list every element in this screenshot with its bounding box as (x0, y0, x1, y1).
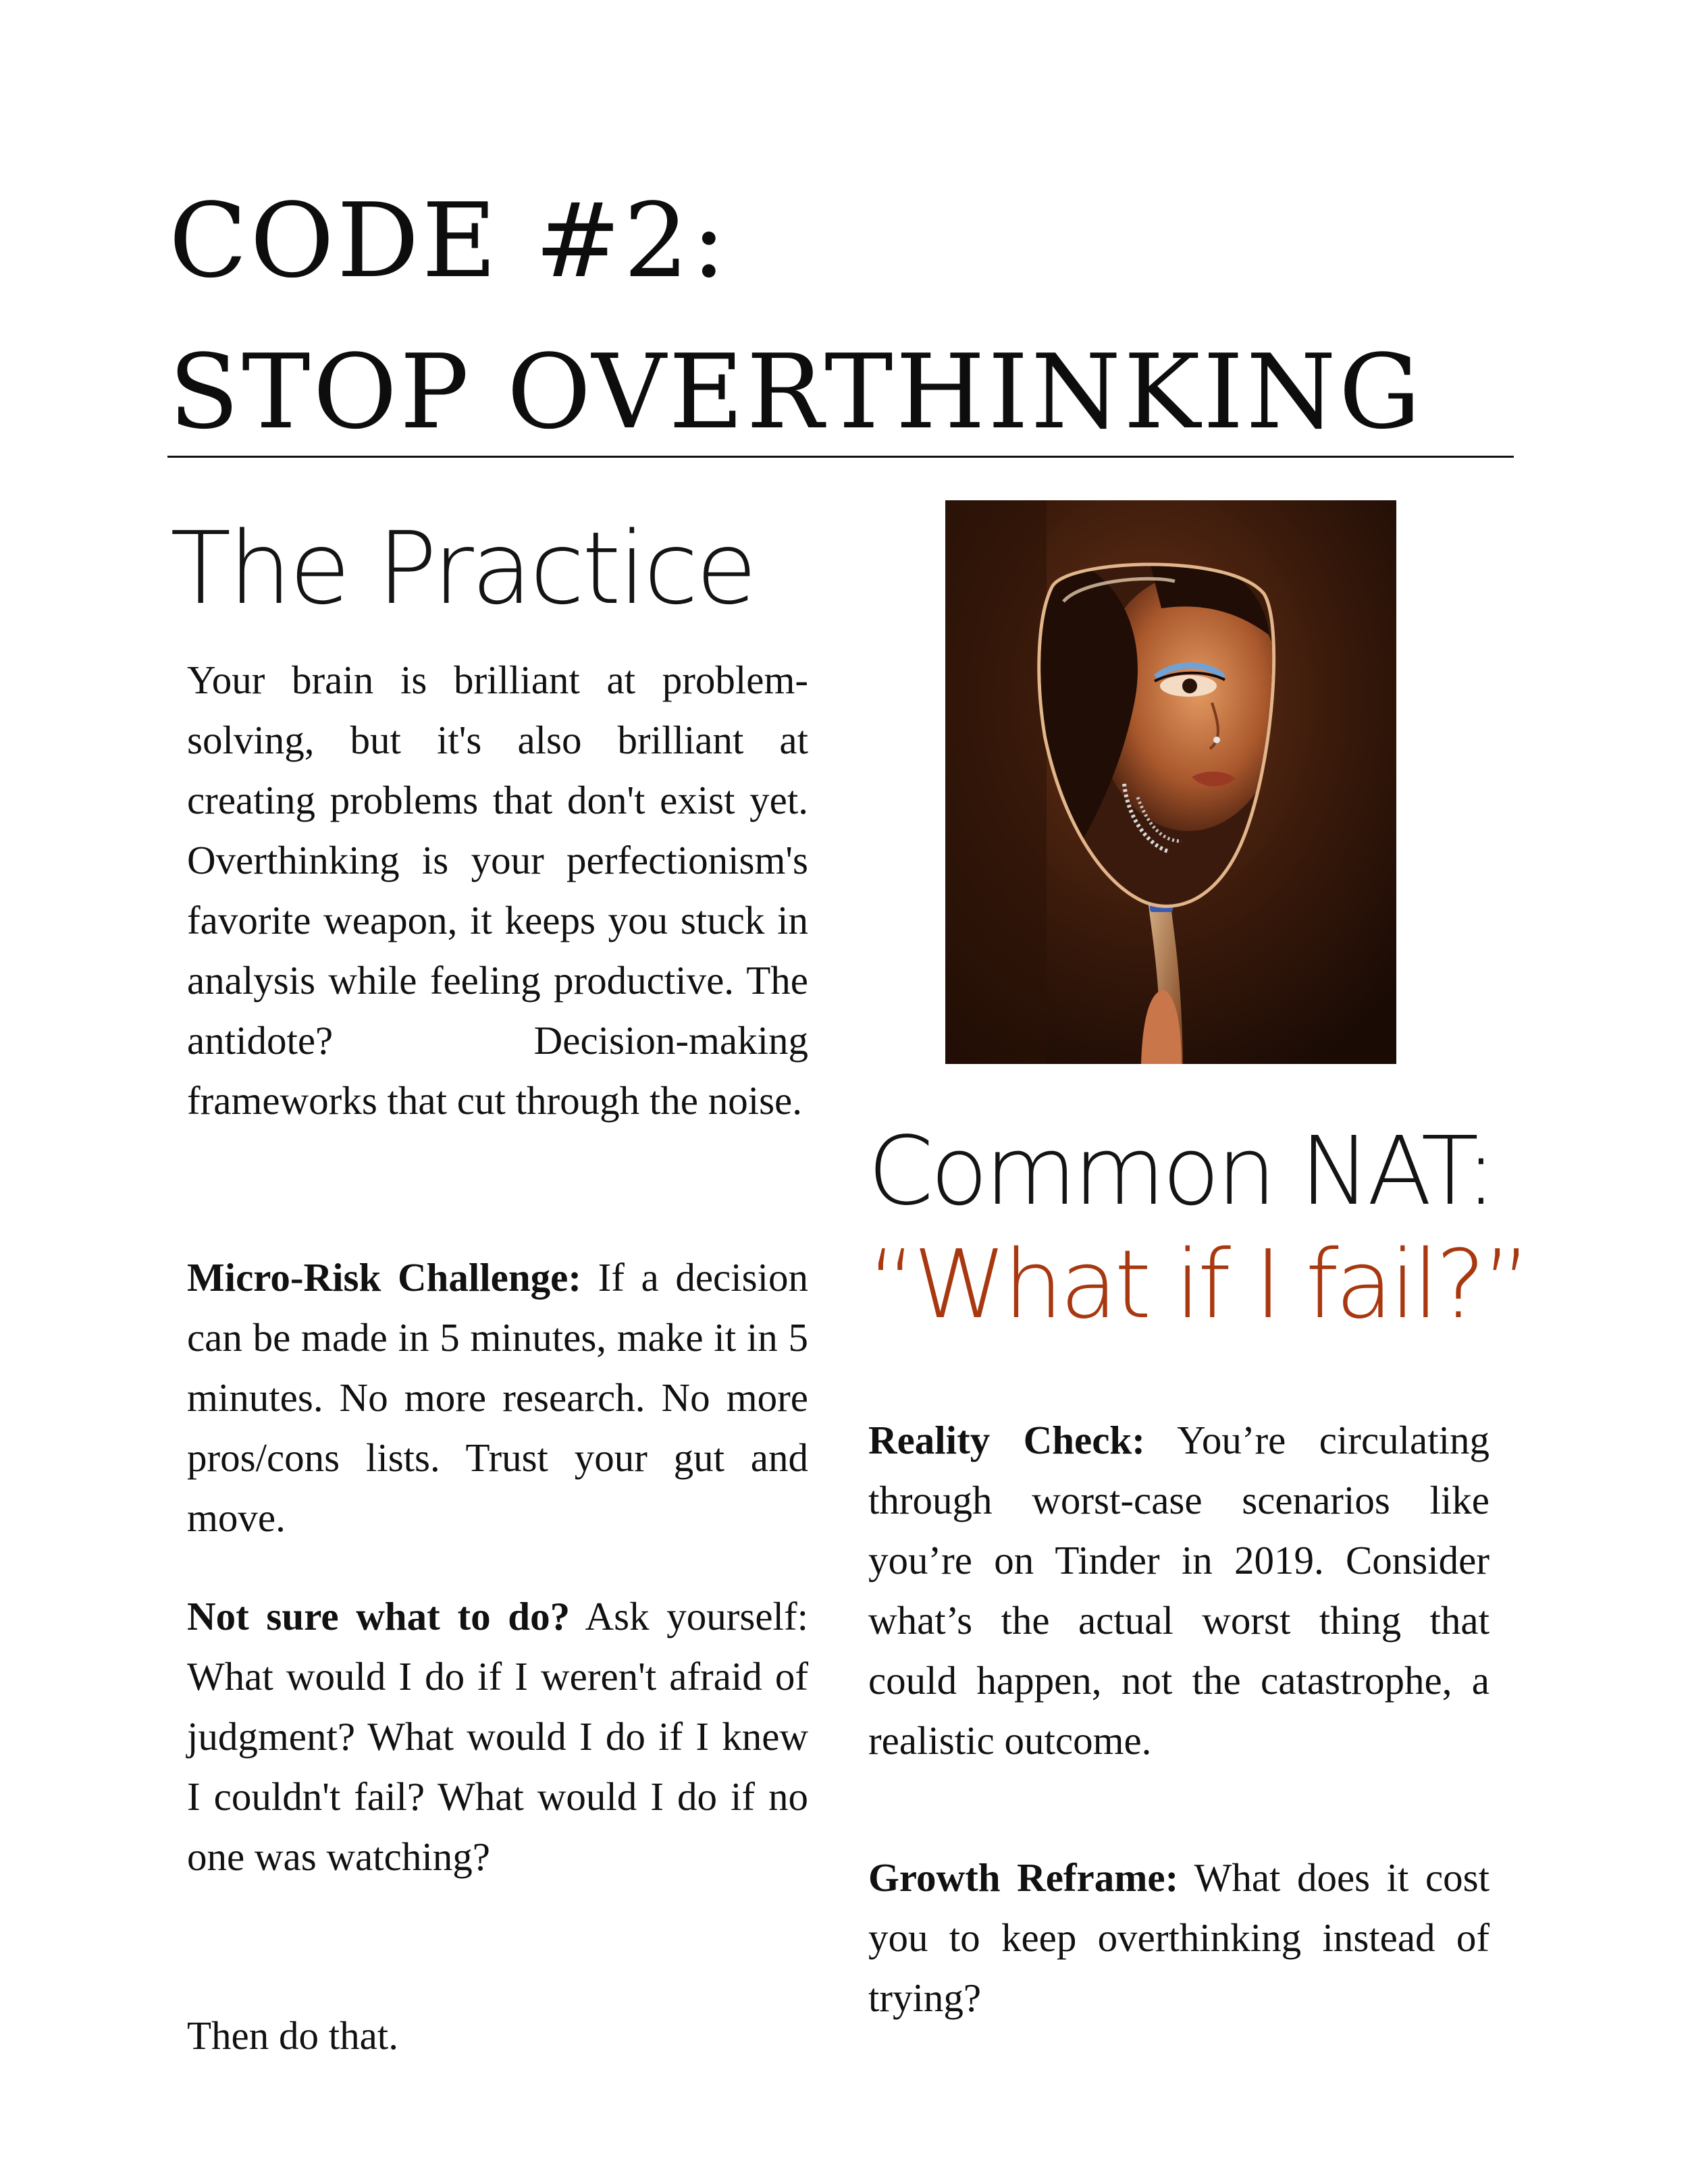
not-sure-label: Not sure what to do? (187, 1594, 571, 1639)
nat-heading (868, 1115, 1528, 1342)
photo-block (945, 500, 1396, 1064)
nat-heading-line-1: Common NAT: (868, 1117, 1494, 1227)
woman-in-hand-mirror-photo (945, 500, 1396, 1064)
title-line-1: CODE #2: (169, 181, 729, 300)
not-sure-text: Ask yourself: What would I do if I weren't afraid of judgment? What would I do if I knew I couldn't fail? What would I do if no one was watching? (187, 1594, 808, 1879)
micro-risk-label: Micro-Risk Challenge: (187, 1255, 581, 1300)
page-title (169, 165, 1423, 468)
closing-text: Then do that. (187, 2013, 398, 2058)
growth-reframe-label: Growth Reframe: (868, 1855, 1179, 1900)
micro-risk-text: If a decision can be made in 5 minutes, make it in 5 minutes. No more research. No more pros/cons lists. Trust your gut and move. (187, 1255, 808, 1540)
nat-heading-line-2: “What if I fail?” (868, 1230, 1529, 1340)
reality-check-text: You’re circulating through worst-case scenarios like you’re on Tinder in 2019. Consider what’s the actual worst thing that could happen, not the catastrophe, a realistic outcome. (868, 1418, 1490, 1763)
closing-paragraph (187, 2006, 808, 2066)
reality-check-label: Reality Check: (868, 1418, 1145, 1462)
practice-intro-text: Your brain is brilliant at problem-solving, but it's also brilliant at creating problems that don't exist yet. Overthinking is your perfectionism's favorite weapon, it keeps you stuck in analysis while feeling productive. The antidote? Decision-making frameworks that cut through the noise. (187, 658, 808, 1123)
not-sure-paragraph (187, 1587, 808, 1887)
growth-reframe-paragraph (868, 1848, 1489, 2028)
title-line-2: STOP OVERTHINKING (169, 332, 1424, 452)
reality-check-paragraph (868, 1410, 1489, 1771)
practice-heading: The Practice (170, 510, 755, 627)
title-divider (167, 456, 1514, 458)
micro-risk-paragraph (187, 1248, 808, 1548)
growth-reframe-text: What does it cost you to keep overthinking instead of trying? (868, 1855, 1489, 2020)
practice-intro (187, 650, 808, 1131)
